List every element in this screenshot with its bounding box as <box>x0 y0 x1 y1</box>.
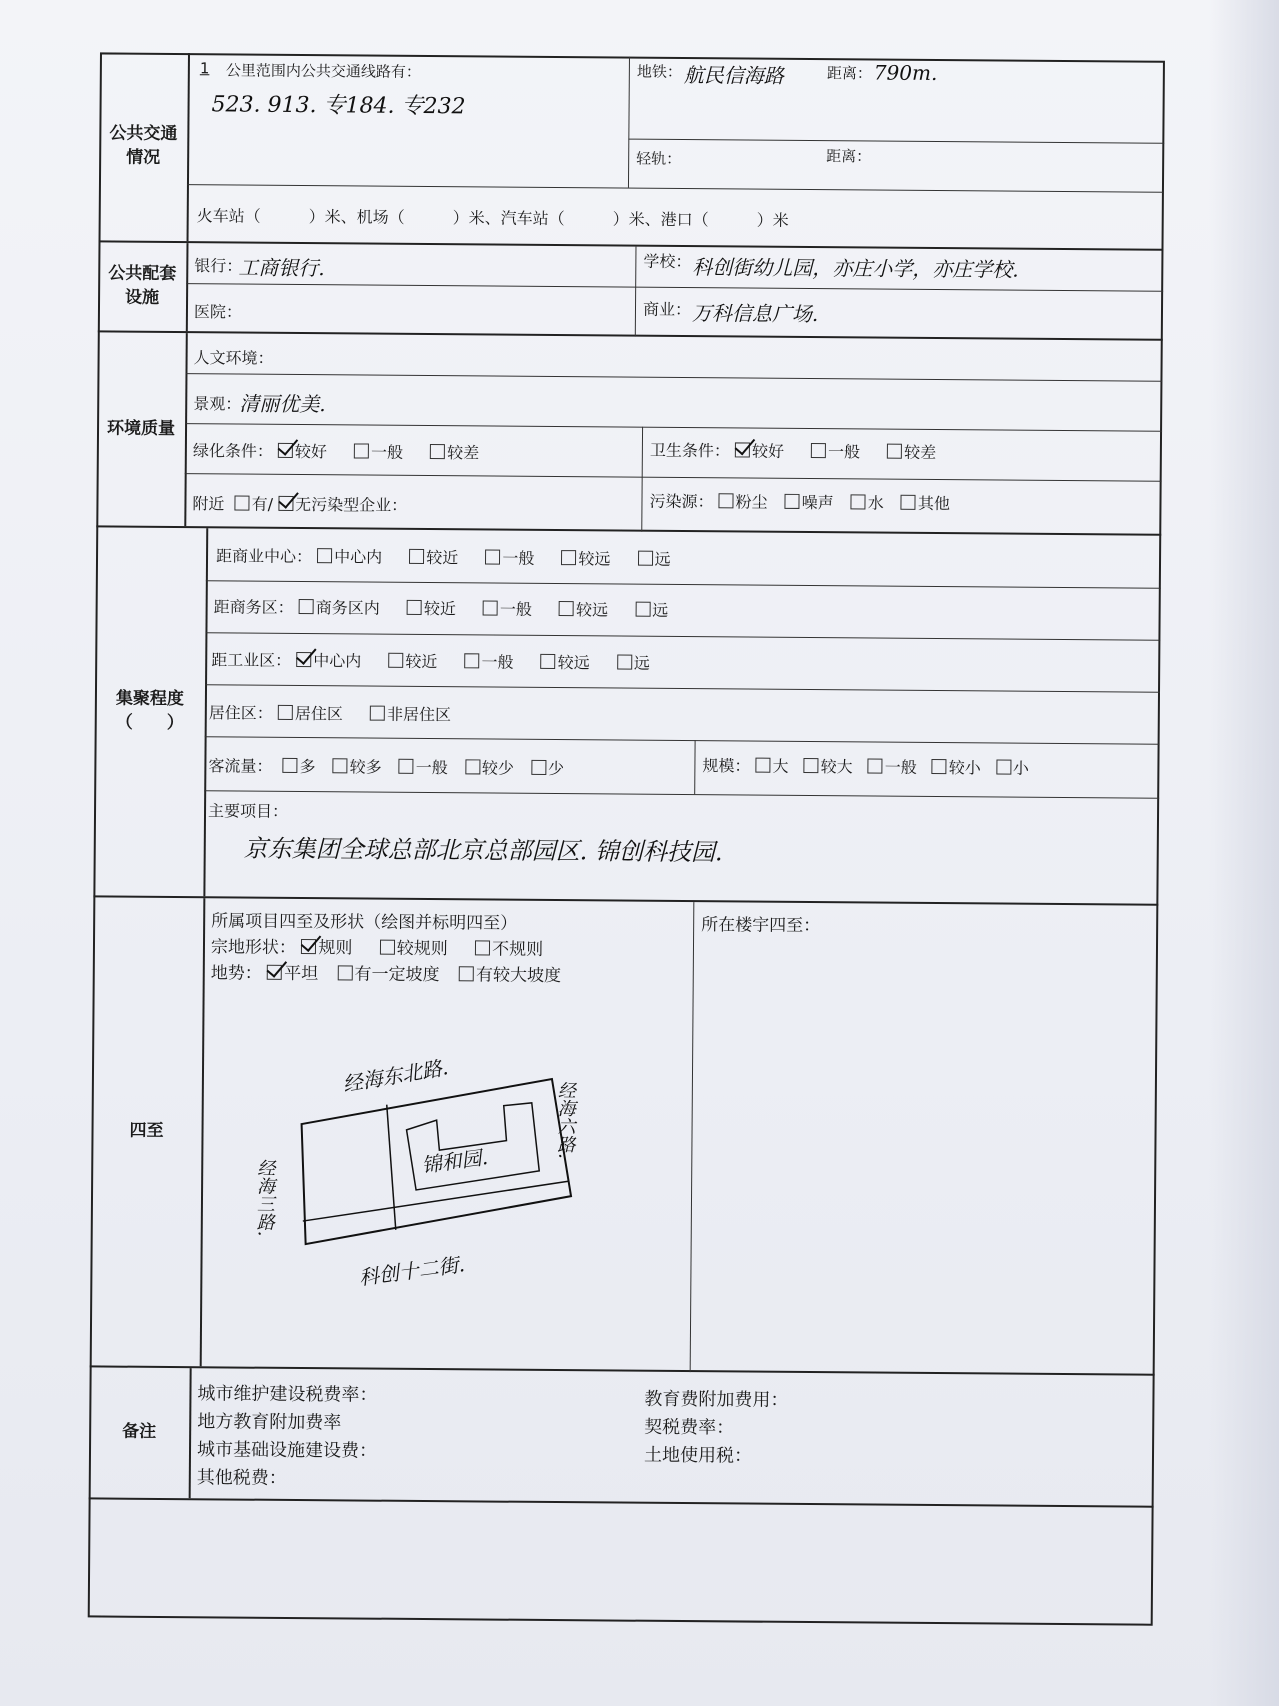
checkbox[interactable] <box>338 965 353 980</box>
inner-divider-line <box>386 1105 397 1230</box>
remarks-left-list <box>197 1380 378 1493</box>
option-label: 非居住区 <box>386 704 452 725</box>
checkbox[interactable] <box>811 443 826 458</box>
checkbox[interactable] <box>407 600 422 615</box>
pollution-option-water[interactable] <box>851 493 884 512</box>
checkbox[interactable] <box>887 444 902 459</box>
option-label: 一般 <box>884 757 917 777</box>
divider <box>187 184 1164 193</box>
option-label: 较规则 <box>396 938 448 960</box>
survey-form <box>33 52 1215 1626</box>
option-label: 有/ <box>251 494 274 514</box>
option-label: 较远 <box>578 549 611 569</box>
residential-label: 居住区： <box>208 703 273 723</box>
option-label: 不规则 <box>492 939 544 960</box>
residential-row <box>209 700 473 725</box>
option-label: 中心内 <box>334 547 383 567</box>
scale-label: 规模： <box>702 756 751 776</box>
checkbox[interactable] <box>868 758 883 773</box>
option-label: 有较大坡度 <box>475 965 562 987</box>
checkbox[interactable] <box>278 443 293 458</box>
nearby-row <box>192 491 407 516</box>
project-shape-label: 所属项目四至及形状（绘图并标明四至） <box>211 911 518 934</box>
scale-row <box>702 753 1029 779</box>
commercial-option-1[interactable] <box>317 547 382 567</box>
checkbox[interactable] <box>531 760 546 775</box>
sketch-north-road: 经海东北路. <box>340 1055 450 1097</box>
checkbox[interactable] <box>635 602 650 617</box>
sketch-south-road: 科创十二街. <box>357 1252 467 1290</box>
parcel-shape-option-fairly-regular[interactable] <box>380 939 448 960</box>
remarks-right-item[interactable]: 契税费率： <box>644 1416 735 1439</box>
school-value[interactable]: 科创街幼儿园，亦庄小学，亦庄学校. <box>692 255 1019 282</box>
remarks-right-item[interactable]: 教育费附加费用： <box>644 1388 789 1411</box>
metro-distance-value[interactable]: 790m. <box>873 60 938 86</box>
checkbox[interactable] <box>283 758 298 773</box>
option-label: 噪声 <box>801 492 834 513</box>
pollution-option-other[interactable] <box>901 494 950 513</box>
residential-option-1[interactable] <box>278 704 343 724</box>
scenery-value[interactable]: 清丽优美. <box>239 391 326 417</box>
scale-option-5[interactable] <box>996 758 1029 777</box>
checkbox[interactable] <box>561 550 576 565</box>
business-option-2[interactable] <box>407 599 456 618</box>
remarks-left-item[interactable]: 城市基础设施建设费： <box>196 1439 378 1462</box>
divider <box>185 423 1162 432</box>
commercial-row <box>216 543 693 570</box>
divider <box>690 902 695 1372</box>
light-rail-distance-label: 距离： <box>826 147 872 166</box>
road-line <box>303 1179 569 1223</box>
checkbox[interactable] <box>996 759 1011 774</box>
hospital-label: 医院： <box>193 302 243 322</box>
main-projects-value[interactable]: 京东集团全球总部北京总部园区. 锦创科技园. <box>243 834 723 867</box>
remarks-left-item[interactable]: 城市维护建设税费率： <box>197 1383 378 1406</box>
environment-section <box>96 332 1162 535</box>
sketch-west-road: 经海三路. <box>253 1158 276 1237</box>
option-label: 较小 <box>948 758 981 778</box>
option-label: 有一定坡度 <box>354 964 440 986</box>
industrial-option-2[interactable] <box>388 652 437 671</box>
aggregation-label: 集聚程度 （ ） <box>93 527 208 896</box>
scale-option-3[interactable] <box>868 757 917 776</box>
scale-option-4[interactable] <box>932 758 981 777</box>
hygiene-label: 卫生条件： <box>649 440 730 461</box>
page-edge-shadow <box>1209 0 1279 1706</box>
checkbox[interactable] <box>333 758 348 773</box>
divider <box>635 247 637 337</box>
industrial-option-3[interactable] <box>464 652 513 671</box>
divider <box>186 283 1163 292</box>
business-row <box>214 594 691 621</box>
commercial-option-4[interactable] <box>561 549 610 568</box>
option-label: 较近 <box>405 651 438 672</box>
option-label: 一般 <box>415 757 448 778</box>
commercial-option-5[interactable] <box>638 550 671 569</box>
option-label: 较差 <box>447 443 480 463</box>
terrain-option-slope[interactable] <box>337 964 439 985</box>
greening-label: 绿化条件： <box>192 441 273 461</box>
option-label: 多 <box>299 757 316 777</box>
option-label: 远 <box>633 653 650 673</box>
remarks-left-item[interactable]: 地方教育附加费率 <box>197 1411 342 1434</box>
aggregation-section <box>93 527 1161 905</box>
option-label: 平坦 <box>284 963 319 985</box>
parcel-shape-option-irregular[interactable] <box>475 939 543 960</box>
boundaries-section <box>90 897 1159 1375</box>
business-label: 距商务区： <box>213 597 294 617</box>
divider <box>628 139 1164 144</box>
industrial-option-1[interactable] <box>296 651 361 671</box>
checkbox[interactable] <box>278 705 293 720</box>
bus-lines-label: 公里范围内公共交通线路有： <box>225 61 421 81</box>
bank-label: 银行： <box>194 256 243 276</box>
business-option-1[interactable] <box>299 598 380 618</box>
option-label: 中心内 <box>313 651 362 671</box>
greening-option-good[interactable] <box>278 442 327 461</box>
scale-option-1[interactable] <box>755 757 788 776</box>
checkbox[interactable] <box>901 495 916 510</box>
checkbox[interactable] <box>301 939 316 954</box>
option-label: 水 <box>867 493 884 513</box>
traffic-option-3[interactable] <box>399 758 448 777</box>
traffic-option-5[interactable] <box>531 759 564 778</box>
divider <box>205 736 1160 745</box>
option-label: 较大 <box>820 757 853 777</box>
remarks-section <box>88 1367 1155 1625</box>
option-label: 一般 <box>499 599 533 619</box>
checkbox[interactable] <box>735 442 750 457</box>
commerce-label: 商业： <box>642 299 692 320</box>
checkbox[interactable] <box>851 494 866 509</box>
remarks-label: 备注 <box>89 1367 192 1498</box>
sketch-east-road: 经海六路. <box>554 1081 576 1159</box>
form-bottom-border <box>89 1497 1154 1507</box>
boundaries-label: 四至 <box>90 897 206 1366</box>
option-label: 一般 <box>371 442 404 462</box>
facilities-label: 公共配套 设施 <box>98 242 189 331</box>
bus-radius-value[interactable]: 1 <box>199 59 210 78</box>
greening-option-average[interactable] <box>354 442 403 461</box>
divider <box>206 580 1161 589</box>
traffic-label: 客流量： <box>208 756 273 776</box>
pollution-option-dust[interactable] <box>719 492 768 511</box>
nearby-option-yes[interactable] <box>235 495 274 514</box>
option-label: 商务区内 <box>315 598 380 618</box>
checkbox[interactable] <box>559 601 574 616</box>
humanity-label: 人文环境： <box>193 348 274 368</box>
checkbox[interactable] <box>278 496 293 511</box>
traffic-option-2[interactable] <box>333 757 382 776</box>
remarks-right-item[interactable]: 土地使用税： <box>643 1444 753 1467</box>
nearby-label: 附近 <box>192 494 225 514</box>
checkbox[interactable] <box>465 759 480 774</box>
checkbox[interactable] <box>483 600 498 615</box>
business-option-3[interactable] <box>483 599 532 618</box>
option-label: 大 <box>772 756 789 776</box>
checkbox[interactable] <box>296 652 311 667</box>
greening-row <box>193 438 502 463</box>
scenery-label: 景观： <box>193 394 242 414</box>
industrial-row <box>211 647 672 674</box>
metro-value[interactable]: 航民信海路 <box>683 63 784 88</box>
option-label: 一般 <box>502 548 535 568</box>
checkbox[interactable] <box>370 706 385 721</box>
checkbox[interactable] <box>317 548 332 563</box>
stations-distance-text[interactable]: 火车站（ ）米、机场（ ）米、汽车站（ ）米、港口（ ）米 <box>196 206 789 230</box>
facilities-section <box>98 242 1164 340</box>
divider <box>205 632 1160 641</box>
option-label: 一般 <box>828 442 861 462</box>
hygiene-option-average[interactable] <box>811 442 860 461</box>
sketch-center-label: 锦和园. <box>420 1144 490 1178</box>
commerce-value[interactable]: 万科信息广场. <box>691 301 819 327</box>
industrial-option-5[interactable] <box>617 654 650 673</box>
option-label: 规则 <box>318 938 353 959</box>
checkbox[interactable] <box>785 494 800 509</box>
main-projects-label: 主要项目： <box>207 801 289 821</box>
hygiene-option-good[interactable] <box>735 441 784 460</box>
option-label: 较远 <box>557 653 590 673</box>
option-label: 少 <box>547 758 565 779</box>
traffic-option-4[interactable] <box>465 758 514 777</box>
commercial-option-2[interactable] <box>409 548 458 567</box>
divider <box>694 740 695 794</box>
business-option-5[interactable] <box>635 601 668 620</box>
building-boundaries-label: 所在楼宇四至： <box>701 915 821 937</box>
checkbox[interactable] <box>380 940 395 955</box>
parcel-shape-option-regular[interactable] <box>301 938 352 958</box>
greening-option-poor[interactable] <box>430 443 479 462</box>
pollution-label: 污染源： <box>649 491 714 512</box>
bank-value[interactable]: 工商银行. <box>238 255 325 281</box>
checkbox[interactable] <box>755 758 770 773</box>
option-label: 较好 <box>751 441 785 461</box>
residential-option-2[interactable] <box>370 705 451 725</box>
remarks-right-list <box>644 1386 789 1471</box>
option-label: 其他 <box>917 493 951 514</box>
checkbox[interactable] <box>804 758 819 773</box>
checkbox[interactable] <box>541 654 556 669</box>
metro-distance-label: 距离： <box>826 64 872 83</box>
hygiene-row <box>650 438 959 463</box>
environment-label: 环境质量 <box>96 332 188 526</box>
divider <box>204 790 1159 799</box>
option-label: 无污染型企业： <box>295 494 408 515</box>
option-label: 较近 <box>426 548 459 568</box>
option-label: 小 <box>1012 758 1030 778</box>
divider <box>185 473 1162 482</box>
checkbox[interactable] <box>465 653 480 668</box>
checkbox[interactable] <box>617 655 632 670</box>
checkbox[interactable] <box>485 549 500 564</box>
pollution-option-noise[interactable] <box>785 493 834 512</box>
option-label: 较多 <box>349 757 382 777</box>
option-label: 远 <box>654 549 671 569</box>
metro-label: 地铁： <box>636 62 682 82</box>
divider <box>641 427 643 532</box>
scale-option-2[interactable] <box>804 757 853 776</box>
checkbox[interactable] <box>475 940 490 955</box>
industrial-option-4[interactable] <box>541 653 590 672</box>
option-label: 居住区 <box>294 703 344 724</box>
hygiene-option-poor[interactable] <box>887 443 936 462</box>
pollution-row <box>649 489 950 514</box>
terrain-row <box>211 958 561 986</box>
option-label: 较少 <box>481 758 514 778</box>
bus-lines-value[interactable]: 523. 913. 专184. 专232 <box>211 92 466 120</box>
traffic-row <box>208 753 564 779</box>
option-label: 较差 <box>904 442 937 463</box>
parcel-shape-label: 宗地形状： <box>210 937 297 958</box>
traffic-option-1[interactable] <box>283 757 316 776</box>
option-label: 较远 <box>575 600 609 620</box>
industrial-label: 距工业区： <box>211 650 292 670</box>
commercial-option-3[interactable] <box>485 548 534 567</box>
option-label: 较好 <box>294 441 328 462</box>
checkbox[interactable] <box>299 599 314 614</box>
divider <box>205 684 1160 693</box>
checkbox[interactable] <box>388 653 403 668</box>
checkbox[interactable] <box>459 966 474 981</box>
terrain-label: 地势： <box>210 963 262 984</box>
divider <box>628 57 630 188</box>
checkbox[interactable] <box>932 759 947 774</box>
nearby-option-no-pollution[interactable] <box>278 495 407 515</box>
option-label: 一般 <box>481 652 514 672</box>
school-label: 学校： <box>643 251 692 272</box>
commercial-label: 距商业中心： <box>215 546 313 567</box>
transport-section <box>99 52 1165 250</box>
checkbox[interactable] <box>267 965 282 980</box>
parcel-shape-row <box>211 932 565 960</box>
checkbox[interactable] <box>430 444 445 459</box>
remarks-left-item[interactable]: 其他税费： <box>196 1467 287 1489</box>
divider <box>185 373 1162 382</box>
light-rail-label: 轻轨： <box>636 149 682 168</box>
checkbox[interactable] <box>719 493 734 508</box>
checkbox[interactable] <box>354 443 369 458</box>
checkbox[interactable] <box>638 551 653 566</box>
business-option-4[interactable] <box>559 600 608 619</box>
option-label: 较近 <box>423 598 456 619</box>
transport-label: 公共交通 情况 <box>99 52 190 241</box>
option-label: 粉尘 <box>735 492 768 512</box>
terrain-option-flat[interactable] <box>267 964 318 984</box>
checkbox[interactable] <box>235 496 250 511</box>
terrain-option-steep[interactable] <box>459 965 561 986</box>
checkbox[interactable] <box>399 759 414 774</box>
checkbox[interactable] <box>409 549 424 564</box>
option-label: 远 <box>652 600 669 620</box>
